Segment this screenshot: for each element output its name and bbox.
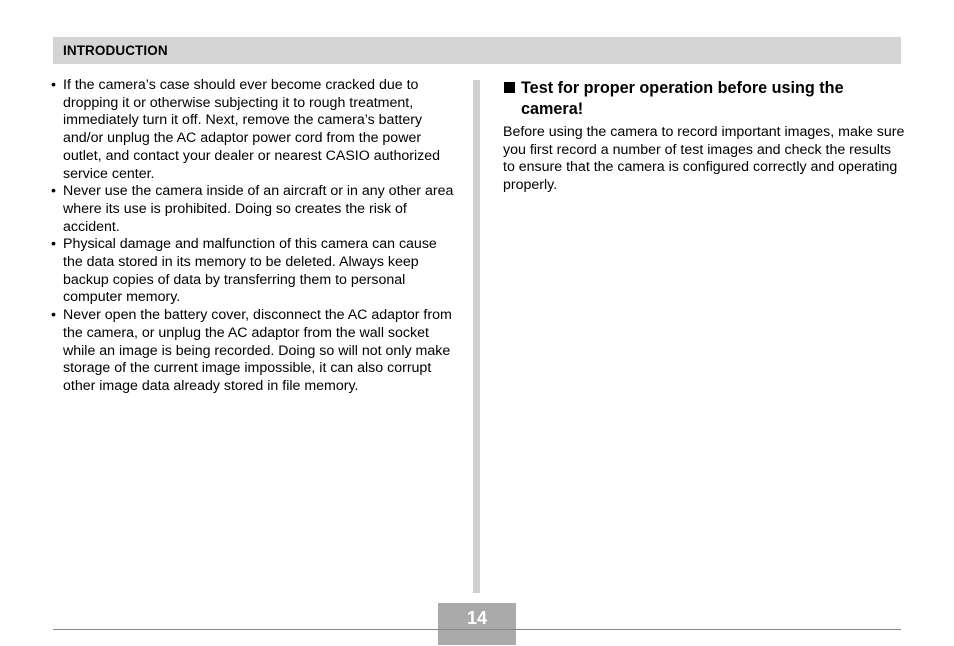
bullet-icon: • xyxy=(51,307,56,324)
list-item xyxy=(50,183,458,236)
list-item-text: Physical damage and malfunction of this camera can cause the data stored in its memory to be deleted. Always keep backup copies of data by transferring them to personal computer memory. xyxy=(63,236,437,306)
section-header-bar xyxy=(53,37,901,64)
list-item xyxy=(50,307,458,396)
section-heading xyxy=(503,78,903,119)
precautions-list xyxy=(50,77,458,396)
bullet-icon: • xyxy=(51,236,56,253)
bullet-icon: • xyxy=(51,77,56,93)
bullet-icon: • xyxy=(51,183,56,200)
list-item-text: Never open the battery cover, disconnect the AC adaptor from the camera, or unplug the AC adaptor from the wall socket while an image is being recorded. Doing so will not only make storage of the current image impossible, it can also corrupt other image data already stored in file memory. xyxy=(63,307,452,394)
section-title: INTRODUCTION xyxy=(63,43,168,58)
page-number: 14 xyxy=(466,608,488,628)
list-item xyxy=(50,77,458,183)
section-heading-text: Test for proper operation before using the camera! xyxy=(521,79,844,118)
list-item-text: If the camera’s case should ever become cracked due to dropping it or otherwise subjecting it to rough treatment, immediately turn it off. Next, remove the camera’s battery and/or unplug the AC adaptor power cord from the power outlet, and contact your dealer or nearest CASIO authorized service center. xyxy=(63,77,440,182)
footer-rule xyxy=(53,629,901,630)
section-body-text: Before using the camera to record important images, make sure you first record a number of test images and check the results to ensure that the camera is configured correctly and operating properly. xyxy=(503,124,905,194)
page-number-box xyxy=(438,603,516,645)
square-bullet-icon xyxy=(504,82,515,93)
column-divider xyxy=(473,80,480,593)
list-item xyxy=(50,236,458,307)
list-item-text: Never use the camera inside of an aircraft or in any other area where its use is prohibited. Doing so creates the risk of accident. xyxy=(63,183,454,235)
